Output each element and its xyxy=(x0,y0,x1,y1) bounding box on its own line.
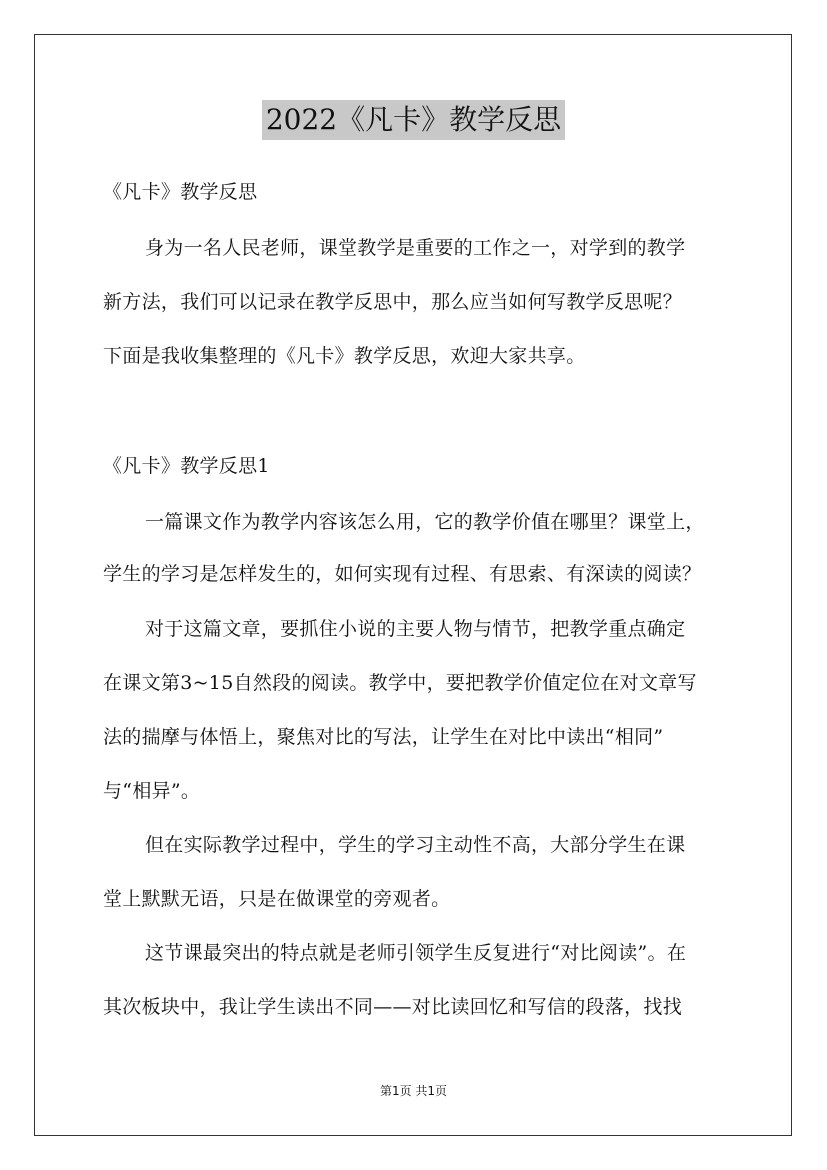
paragraph-line: 一篇课文作为教学内容该怎么用，它的教学价值在哪里？课堂上， xyxy=(145,511,705,533)
section-heading-1: 《凡卡》教学反思1 xyxy=(103,455,270,477)
paragraph-line: 法的揣摩与体悟上，聚焦对比的写法，让学生在对比中读出“相同” xyxy=(103,726,664,748)
paragraph-line: 在课文第3~15自然段的阅读。教学中，要把教学价值定位在对文章写 xyxy=(103,672,697,694)
page-footer xyxy=(0,1083,827,1099)
paragraph-line: 下面是我收集整理的《凡卡》教学反思，欢迎大家共享。 xyxy=(103,345,586,367)
paragraph-line: 其次板块中，我让学生读出不同——对比读回忆和写信的段落，找找 xyxy=(103,996,683,1018)
paragraph-line: 身为一名人民老师，课堂教学是重要的工作之一，对学到的教学 xyxy=(145,237,686,259)
paragraph-line: 但在实际教学过程中，学生的学习主动性不高，大部分学生在课 xyxy=(145,834,686,856)
paragraph-line: 学生的学习是怎样发生的，如何实现有过程、有思索、有深读的阅读？ xyxy=(103,563,702,585)
paragraph-line: 与“相异”。 xyxy=(103,780,201,802)
paragraph-line: 新方法，我们可以记录在教学反思中，那么应当如何写教学反思呢？ xyxy=(103,291,683,313)
page-number-label: 第1页 共1页 xyxy=(379,1084,448,1098)
paragraph-line: 堂上默默无语，只是在做课堂的旁观者。 xyxy=(103,888,451,910)
title-container xyxy=(0,100,827,140)
paragraph-line: 这节课最突出的特点就是老师引领学生反复进行“对比阅读”。在 xyxy=(145,942,687,964)
document-title: 2022《凡卡》教学反思 xyxy=(262,100,565,140)
section-heading-intro: 《凡卡》教学反思 xyxy=(103,181,258,203)
paragraph-line: 对于这篇文章，要抓住小说的主要人物与情节，把教学重点确定 xyxy=(145,618,686,640)
